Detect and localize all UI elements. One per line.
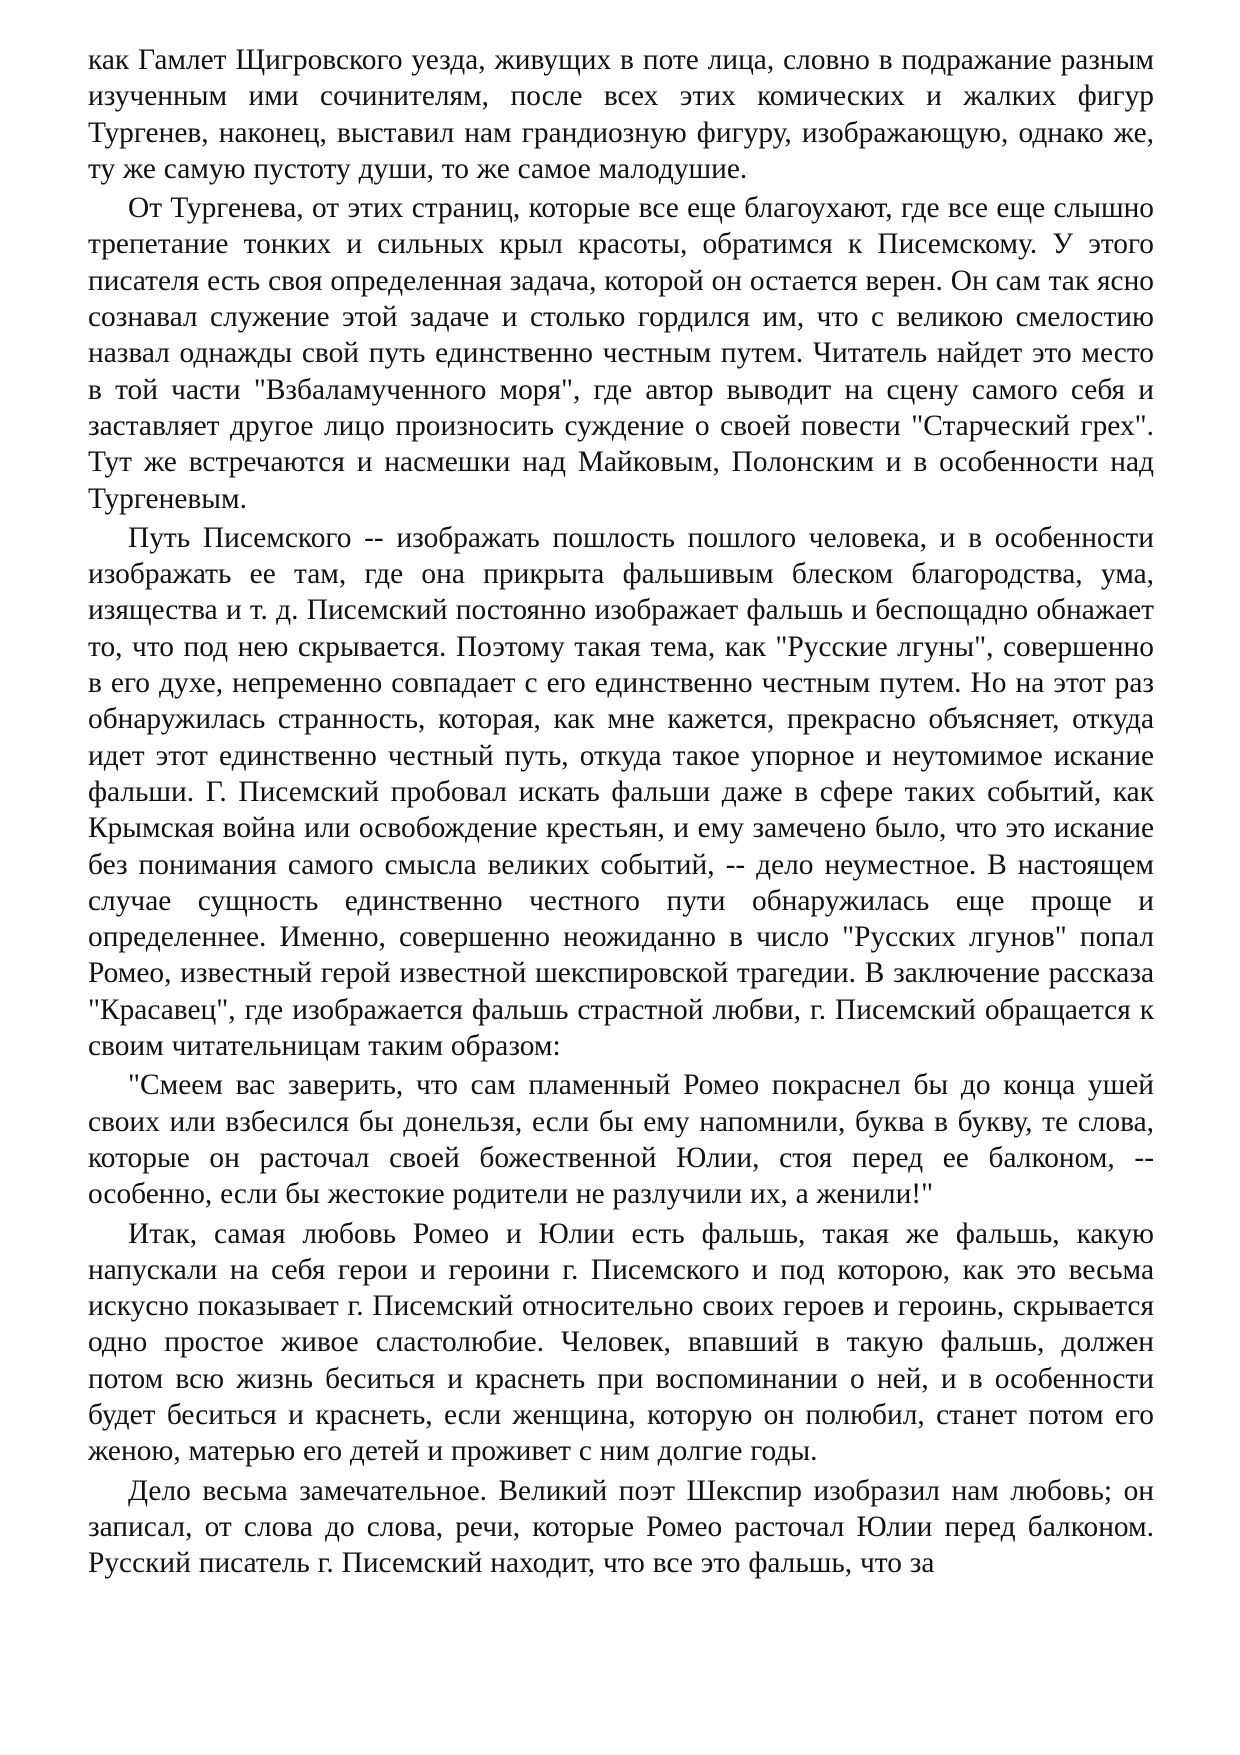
- document-body: [88, 42, 1154, 1584]
- paragraph-5: Итак, самая любовь Ромео и Юлии есть фальшь, такая же фальшь, какую напускали на себя герои и героини г. Писемского и под которою, как это весьма искусно показывает г. Писемский относительно своих героев и героинь, скрывается одно простое живое сластолюбие. Человек, впавший в такую фальшь, должен потом всю жизнь беситься и краснеть при воспоминании о ней, и в особенности будет беситься и краснеть, если женщина, которую он полюбил, станет потом его женою, матерью его детей и проживет с ним долгие годы.: [88, 1217, 1154, 1468]
- paragraph-6: Дело весьма замечательное. Великий поэт Шекспир изобразил нам любовь; он записал, от слова до слова, речи, которые Ромео расточал Юлии перед балконом. Русский писатель г. Писемский находит, что все это фальшь, что за: [88, 1474, 1154, 1580]
- paragraph-1: как Гамлет Щигровского уезда, живущих в поте лица, словно в подражание разным изученным ими сочинителям, после всех этих комических и жалких фигур Тургенев, наконец, выставил нам грандиозную фигуру, изображающую, однако же, ту же самую пустоту души, то же самое малодушие.: [88, 44, 1154, 185]
- paragraph-2: От Тургенева, от этих страниц, которые все еще благоухают, где все еще слышно трепетание тонких и сильных крыл красоты, обратимся к Писемскому. У этого писателя есть своя определенная задача, которой он остается верен. Он сам так ясно сознавал служение этой задаче и столько гордился им, что с великою смелостию назвал однажды свой путь единственно честным путем. Читатель найдет это место в той части "Взбаламученного моря", где автор выводит на сцену самого себя и заставляет другое лицо произносить суждение о своей повести "Старческий грех". Тут же встречаются и насмешки над Майковым, Полонским и в особенности над Тургеневым.: [88, 192, 1154, 515]
- paragraph-4-quote: "Смеем вас заверить, что сам пламенный Ромео покраснел бы до конца ушей своих или взбесился бы донельзя, если бы ему напомнили, буква в букву, те слова, которые он расточал своей божественной Юлии, стоя перед ее балконом, -- особенно, если бы жестокие родители не разлучили их, а женили!": [88, 1069, 1154, 1211]
- paragraph-3: Путь Писемского -- изображать пошлость пошлого человека, и в особенности изображать ее там, где она прикрыта фальшивым блеском благородства, ума, изящества и т. д. Писемский постоянно изображает фальшь и беспощадно обнажает то, что под нею скрывается. Поэтому такая тема, как "Русские лгуны", совершенно в его духе, непременно совпадает с его единственно честным путем. Но на этот раз обнаружилась странность, которая, как мне кажется, прекрасно объясняет, откуда идет этот единственно честный путь, откуда такое упорное и неутомимое искание фальши. Г. Писемский пробовал искать фальши даже в сфере таких событий, как Крымская война или освобождение крестьян, и ему замечено было, что это искание без понимания самого смысла великих событий, -- дело неуместное. В настоящем случае сущность единственно честного пути обнаружилась еще проще и определеннее. Именно, совершенно неожиданно в число "Русских лгунов" попал Ромео, известный герой известной шекспировской трагедии. В заключение рассказа "Красавец", где изображается фальшь страстной любви, г. Писемский обращается к своим читательницам таким образом:: [88, 521, 1154, 1063]
